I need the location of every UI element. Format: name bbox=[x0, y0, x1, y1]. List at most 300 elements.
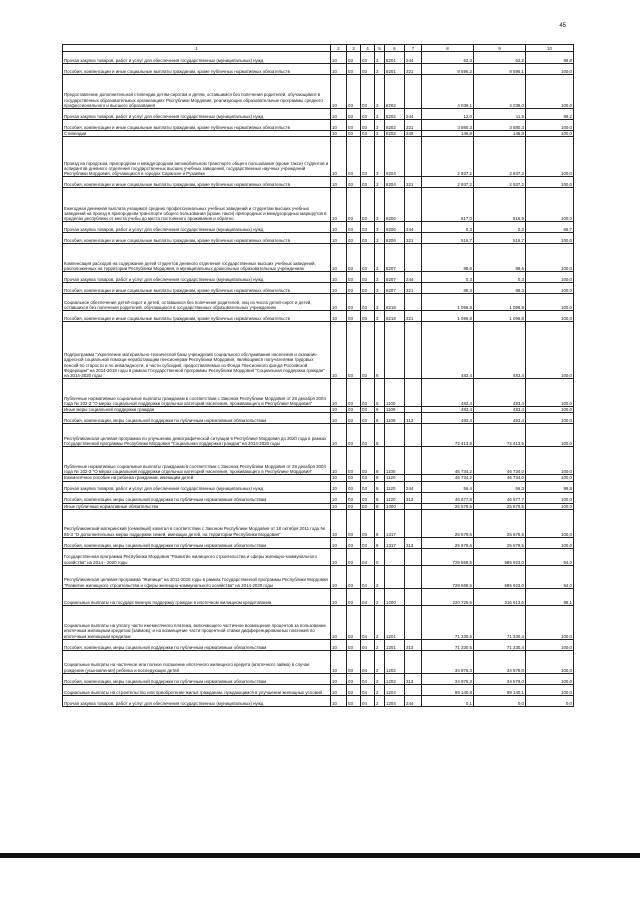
col-7-value: 313 bbox=[405, 492, 422, 503]
col-10-value: 100,0 bbox=[526, 131, 574, 137]
col-7-value bbox=[405, 548, 422, 565]
column-header: 5 bbox=[375, 45, 385, 52]
col-5-value: 2 bbox=[375, 565, 385, 588]
col-5-value: 8 bbox=[375, 481, 385, 492]
col-10-value: 100,0 bbox=[526, 509, 574, 537]
col-7-value: 313 bbox=[405, 673, 422, 684]
col-3-value: 03 bbox=[347, 64, 361, 75]
table-row bbox=[63, 283, 574, 294]
col-10-value: 100,0 bbox=[526, 684, 574, 695]
col-9-value: 483,4 bbox=[474, 322, 526, 379]
col-4-value: 03 bbox=[361, 322, 375, 379]
col-3-value: 03 bbox=[347, 639, 361, 650]
col-3-value: 03 bbox=[347, 322, 361, 379]
col-5-value: 3 bbox=[375, 109, 385, 120]
col-4-value: 03 bbox=[361, 120, 375, 131]
col-8-value: 0,1 bbox=[422, 695, 474, 706]
col-5-value: 2 bbox=[375, 605, 385, 639]
col-5-value: 3 bbox=[375, 222, 385, 233]
row-description: Пособия, компенсации, меры социальной поддержки по публичным нормативным обязательствам bbox=[63, 673, 331, 684]
row-description: Прочая закупка товаров, работ и услуг для обеспечения государственных (муниципальных) нужд bbox=[63, 481, 331, 492]
col-3-value: 03 bbox=[347, 565, 361, 588]
col-6-value: 8218 bbox=[385, 311, 405, 322]
row-description: Республиканский материнский (семейный) капитал в соответствии с Законом Республики Мордовия от 18 октября 2011 года № 65-З "О дополнительных мерах поддержки семей, имеющих детей, на территории Республики Мордовия" bbox=[63, 509, 331, 537]
col-8-value: 71 330,5 bbox=[422, 605, 474, 639]
col-10-value: 0,0 bbox=[526, 695, 574, 706]
col-7-value: 321 bbox=[405, 283, 422, 294]
col-3-value: 03 bbox=[347, 188, 361, 222]
col-9-value: 685 923,0 bbox=[474, 565, 526, 588]
col-9-value: 25 679,5 bbox=[474, 509, 526, 537]
col-9-value: 0,3 bbox=[474, 272, 526, 283]
table-row bbox=[63, 684, 574, 695]
row-description: Пособия, компенсации и иные социальные выплаты гражданам, кроме публичных нормативных обязательств bbox=[63, 283, 331, 294]
table-row bbox=[63, 639, 574, 650]
row-description: Социальные выплаты на государственную поддержку граждан в ипотечном жилищном кредитовании bbox=[63, 588, 331, 605]
col-4-value: 03 bbox=[361, 244, 375, 272]
table-row bbox=[63, 188, 574, 222]
col-2-value: 10 bbox=[331, 447, 347, 475]
col-5-value: 0 bbox=[375, 548, 385, 565]
table-row bbox=[63, 509, 574, 537]
col-8-value: 1 096,8 bbox=[422, 311, 474, 322]
header-row bbox=[63, 45, 574, 52]
col-7-value bbox=[405, 509, 422, 537]
col-9-value: 11,9 bbox=[474, 109, 526, 120]
column-header: 8 bbox=[422, 45, 474, 52]
table-row bbox=[63, 447, 574, 475]
col-3-value: 03 bbox=[347, 509, 361, 537]
col-2-value: 10 bbox=[331, 413, 347, 424]
col-2-value: 10 bbox=[331, 695, 347, 706]
col-5-value: 8 bbox=[375, 447, 385, 475]
col-3-value: 03 bbox=[347, 52, 361, 64]
col-6-value: 1120 bbox=[385, 475, 405, 481]
col-8-value: 46 677,8 bbox=[422, 492, 474, 503]
col-8-value: 2 937,2 bbox=[422, 177, 474, 188]
table-row bbox=[63, 565, 574, 588]
col-7-value: 321 bbox=[405, 64, 422, 75]
col-2-value: 10 bbox=[331, 294, 347, 311]
table-row bbox=[63, 137, 574, 177]
col-10-value: 100,0 bbox=[526, 605, 574, 639]
col-3-value: 03 bbox=[347, 413, 361, 424]
col-8-value: 729 569,5 bbox=[422, 565, 474, 588]
row-description: Социальные выплаты на уплату части ежемесячного платежа, включающего частичное возмещение процентов за пользование ипотечным жилищным кредитом (займом), и на возмещение части процентной ставки дифференцированных платежей по ипотечным жилищным кредитам bbox=[63, 605, 331, 639]
col-3-value: 03 bbox=[347, 379, 361, 407]
col-3-value: 03 bbox=[347, 244, 361, 272]
row-description: Публичные нормативные социальные выплаты гражданам в соответствии с Законом Республики Мордовия от 28 декабря 2004 года № 102-З "О мерах социальной поддержки отдельных категорий населения, проживающего в Республике Мордовия" bbox=[63, 447, 331, 475]
col-4-value: 03 bbox=[361, 424, 375, 447]
col-5-value: 6 bbox=[375, 322, 385, 379]
col-9-value: 483,4 bbox=[474, 407, 526, 413]
col-4-value: 04 bbox=[361, 684, 375, 695]
col-9-value: 89 140,1 bbox=[474, 684, 526, 695]
col-8-value: 88,6 bbox=[422, 244, 474, 272]
col-8-value: 46 734,2 bbox=[422, 475, 474, 481]
col-6-value bbox=[385, 548, 405, 565]
col-3-value: 03 bbox=[347, 75, 361, 109]
row-description: Ежемесячное пособие на ребенка гражданам, имеющим детей bbox=[63, 475, 331, 481]
col-8-value: 2 937,2 bbox=[422, 137, 474, 177]
col-9-value: 62,2 bbox=[474, 52, 526, 64]
col-4-value: 03 bbox=[361, 283, 375, 294]
col-7-value bbox=[405, 650, 422, 673]
col-10-value: 100,0 bbox=[526, 64, 574, 75]
col-8-value: 3 880,3 bbox=[422, 120, 474, 131]
col-9-value: 88,6 bbox=[474, 244, 526, 272]
col-6-value: 1109 bbox=[385, 407, 405, 413]
col-9-value: 4 039,0 bbox=[474, 75, 526, 109]
col-5-value: 3 bbox=[375, 311, 385, 322]
col-7-value bbox=[405, 605, 422, 639]
col-6-value: 8206 bbox=[385, 188, 405, 222]
col-10-value: 100,0 bbox=[526, 272, 574, 283]
col-10-value: 99,2 bbox=[526, 109, 574, 120]
col-8-value: 25 679,6 bbox=[422, 537, 474, 548]
col-4-value: 03 bbox=[361, 503, 375, 509]
col-10-value: 98,1 bbox=[526, 588, 574, 605]
col-2-value: 10 bbox=[331, 475, 347, 481]
table-row bbox=[63, 222, 574, 233]
col-9-value: 46 734,0 bbox=[474, 447, 526, 475]
col-8-value: 88,3 bbox=[422, 283, 474, 294]
col-7-value bbox=[405, 244, 422, 272]
table-row bbox=[63, 492, 574, 503]
col-4-value: 04 bbox=[361, 605, 375, 639]
row-description: Ежегодная денежная выплата учащимся средних профессиональных учебных заведений и студентам высших учебных заведений на проезд в пригородном транспорте общего пользования (кроме такси) пригородных и междугородных маршрутов в пределах республики от места учебы до места постоянного проживания и обратно bbox=[63, 188, 331, 222]
col-2-value: 10 bbox=[331, 52, 347, 64]
col-6-value: 8206 bbox=[385, 222, 405, 233]
col-5-value: 8 bbox=[375, 492, 385, 503]
col-5-value: 3 bbox=[375, 131, 385, 137]
col-2-value: 10 bbox=[331, 424, 347, 447]
col-9-value: 56,3 bbox=[474, 481, 526, 492]
col-7-value: 340 bbox=[405, 131, 422, 137]
col-7-value: 244 bbox=[405, 222, 422, 233]
col-2-value: 10 bbox=[331, 188, 347, 222]
budget-table bbox=[62, 44, 574, 707]
col-10-value: 100,0 bbox=[526, 137, 574, 177]
row-description: Государственная программа Республики Мордовия "Развитие жилищного строительства и сферы жилищно-коммунального хозяйства" на 2014 - 2020 годы bbox=[63, 548, 331, 565]
col-6-value: 1204 bbox=[385, 684, 405, 695]
col-3-value: 03 bbox=[347, 233, 361, 244]
col-3-value: 03 bbox=[347, 109, 361, 120]
col-9-value: 88,3 bbox=[474, 283, 526, 294]
col-3-value: 03 bbox=[347, 120, 361, 131]
col-10-value: 100,0 bbox=[526, 177, 574, 188]
col-9-value: 2 937,2 bbox=[474, 177, 526, 188]
col-4-value: 03 bbox=[361, 413, 375, 424]
col-2-value: 10 bbox=[331, 322, 347, 379]
col-5-value: 2 bbox=[375, 650, 385, 673]
col-6-value: 1200 bbox=[385, 588, 405, 605]
col-6-value: 1202 bbox=[385, 673, 405, 684]
col-7-value: 244 bbox=[405, 109, 422, 120]
col-5-value: 2 bbox=[375, 639, 385, 650]
col-5-value: 8 bbox=[375, 537, 385, 548]
col-3-value: 03 bbox=[347, 588, 361, 605]
col-2-value: 10 bbox=[331, 537, 347, 548]
col-7-value bbox=[405, 137, 422, 177]
col-4-value: 04 bbox=[361, 548, 375, 565]
col-8-value: 46 734,2 bbox=[422, 447, 474, 475]
col-8-value: 12,0 bbox=[422, 109, 474, 120]
col-7-value: 313 bbox=[405, 537, 422, 548]
col-4-value: 04 bbox=[361, 565, 375, 588]
col-8-value: 729 569,5 bbox=[422, 548, 474, 565]
col-8-value: 483,4 bbox=[422, 413, 474, 424]
col-6-value: 1120 bbox=[385, 481, 405, 492]
col-2-value: 10 bbox=[331, 481, 347, 492]
col-6-value: 1201 bbox=[385, 605, 405, 639]
row-description: Социальные выплаты на строительство или приобретение жилья гражданам, нуждающимся в улучшении жилищных условий bbox=[63, 684, 331, 695]
row-description: Социальное обеспечение детей-сирот и детей, оставшихся без попечения родителей, лиц из числа детей-сирот и детей, оставшихся без попечения родителей, обучающихся в государственных образовательных учреждениях bbox=[63, 294, 331, 311]
row-description: Прочая закупка товаров, работ и услуг для обеспечения государственных (муниципальных) нужд bbox=[63, 222, 331, 233]
col-3-value: 03 bbox=[347, 407, 361, 413]
col-4-value: 03 bbox=[361, 188, 375, 222]
col-4-value: 03 bbox=[361, 537, 375, 548]
col-5-value: 3 bbox=[375, 120, 385, 131]
col-9-value: 46 677,7 bbox=[474, 492, 526, 503]
table-row bbox=[63, 75, 574, 109]
table-row bbox=[63, 548, 574, 565]
col-6-value: 8204 bbox=[385, 137, 405, 177]
table-row bbox=[63, 64, 574, 75]
col-8-value: 89 140,8 bbox=[422, 684, 474, 695]
col-4-value: 03 bbox=[361, 475, 375, 481]
col-2-value: 10 bbox=[331, 75, 347, 109]
col-7-value: 321 bbox=[405, 233, 422, 244]
col-3-value: 03 bbox=[347, 177, 361, 188]
col-4-value: 03 bbox=[361, 109, 375, 120]
row-description: Пособия, компенсации и иные социальные выплаты гражданам, кроме публичных нормативных обязательств bbox=[63, 177, 331, 188]
col-8-value: 483,4 bbox=[422, 407, 474, 413]
col-9-value: 516,9 bbox=[474, 188, 526, 222]
col-5-value: 8 bbox=[375, 509, 385, 537]
col-4-value: 04 bbox=[361, 673, 375, 684]
col-5-value: 6 bbox=[375, 407, 385, 413]
col-7-value bbox=[405, 447, 422, 475]
col-6-value: 8207 bbox=[385, 283, 405, 294]
col-6-value: 1317 bbox=[385, 509, 405, 537]
col-4-value: 03 bbox=[361, 407, 375, 413]
col-7-value bbox=[405, 379, 422, 407]
col-5-value: 2 bbox=[375, 588, 385, 605]
col-6-value: 1201 bbox=[385, 639, 405, 650]
col-10-value: 99,8 bbox=[526, 52, 574, 64]
col-8-value: 517,0 bbox=[422, 188, 474, 222]
col-5-value: 3 bbox=[375, 64, 385, 75]
col-5-value: 3 bbox=[375, 272, 385, 283]
col-7-value: 244 bbox=[405, 695, 422, 706]
col-4-value: 03 bbox=[361, 52, 375, 64]
col-9-value: 72 413,5 bbox=[474, 424, 526, 447]
row-description: Пособия, компенсации и иные социальные выплаты гражданам, кроме публичных нормативных обязательств bbox=[63, 64, 331, 75]
col-3-value: 03 bbox=[347, 131, 361, 137]
col-2-value: 10 bbox=[331, 222, 347, 233]
col-5-value: 2 bbox=[375, 695, 385, 706]
row-description: Пособия, компенсации, меры социальной поддержки по публичным нормативным обязательствам bbox=[63, 492, 331, 503]
col-2-value: 10 bbox=[331, 509, 347, 537]
col-6-value: 1120 bbox=[385, 492, 405, 503]
column-header: 7 bbox=[405, 45, 422, 52]
budget-table-body bbox=[63, 52, 574, 707]
col-8-value: 483,4 bbox=[422, 322, 474, 379]
col-4-value: 03 bbox=[361, 137, 375, 177]
col-8-value: 220 725,6 bbox=[422, 588, 474, 605]
row-description: Пособия, компенсации, меры социальной поддержки по публичным нормативным обязательствам bbox=[63, 537, 331, 548]
col-6-value: 1100 bbox=[385, 447, 405, 475]
col-6-value bbox=[385, 322, 405, 379]
col-10-value: 100,0 bbox=[526, 283, 574, 294]
col-7-value: 244 bbox=[405, 272, 422, 283]
col-3-value: 03 bbox=[347, 294, 361, 311]
col-2-value: 10 bbox=[331, 379, 347, 407]
col-2-value: 10 bbox=[331, 177, 347, 188]
table-row bbox=[63, 311, 574, 322]
col-5-value: 3 bbox=[375, 188, 385, 222]
col-10-value: 100,0 bbox=[526, 413, 574, 424]
col-8-value: 34 876,3 bbox=[422, 650, 474, 673]
col-7-value bbox=[405, 424, 422, 447]
table-row bbox=[63, 294, 574, 311]
col-4-value: 04 bbox=[361, 695, 375, 706]
col-6-value: 1109 bbox=[385, 413, 405, 424]
col-6-value: 1317 bbox=[385, 537, 405, 548]
table-row bbox=[63, 272, 574, 283]
col-8-value: 56,4 bbox=[422, 481, 474, 492]
col-2-value: 10 bbox=[331, 565, 347, 588]
col-3-value: 03 bbox=[347, 673, 361, 684]
col-8-value: 72 413,8 bbox=[422, 424, 474, 447]
col-4-value: 03 bbox=[361, 75, 375, 109]
table-row bbox=[63, 695, 574, 706]
col-7-value: 313 bbox=[405, 413, 422, 424]
column-header: 9 bbox=[474, 45, 526, 52]
row-description: Иные меры социальной поддержки граждан bbox=[63, 407, 331, 413]
column-header: 2 bbox=[331, 45, 347, 52]
col-8-value: 146,8 bbox=[422, 131, 474, 137]
col-9-value: 2 937,2 bbox=[474, 137, 526, 177]
table-row bbox=[63, 588, 574, 605]
col-10-value: 100,0 bbox=[526, 294, 574, 311]
page-bottom-border bbox=[0, 853, 640, 858]
col-3-value: 03 bbox=[347, 424, 361, 447]
col-2-value: 10 bbox=[331, 407, 347, 413]
col-6-value: 8202 bbox=[385, 109, 405, 120]
row-description: Прочая закупка товаров, работ и услуг для обеспечения государственных (муниципальных) нужд bbox=[63, 272, 331, 283]
col-3-value: 03 bbox=[347, 650, 361, 673]
col-8-value: 0,3 bbox=[422, 272, 474, 283]
table-row bbox=[63, 413, 574, 424]
col-8-value: 516,7 bbox=[422, 233, 474, 244]
col-6-value: 8206 bbox=[385, 233, 405, 244]
col-3-value: 03 bbox=[347, 481, 361, 492]
table-row bbox=[63, 673, 574, 684]
col-2-value: 10 bbox=[331, 131, 347, 137]
row-description: Прочая закупка товаров, работ и услуг для обеспечения государственных (муниципальных) нужд bbox=[63, 52, 331, 64]
row-description: Пособия, компенсации, меры социальной поддержки по публичным нормативным обязательствам bbox=[63, 639, 331, 650]
col-10-value: 94,0 bbox=[526, 565, 574, 588]
table-row bbox=[63, 52, 574, 64]
col-10-value: 100,0 bbox=[526, 322, 574, 379]
col-9-value: 25 679,5 bbox=[474, 503, 526, 509]
row-description: Компенсация расходов на содержание детей студентов дневного отделения государственных высших учебных заведений, расположенных на территории Республики Мордовия, в муниципальных дошкольных образовательных учреждениях bbox=[63, 244, 331, 272]
table-row bbox=[63, 109, 574, 120]
col-5-value: 2 bbox=[375, 684, 385, 695]
column-header: 10 bbox=[526, 45, 574, 52]
col-8-value: 1 096,8 bbox=[422, 294, 474, 311]
col-7-value bbox=[405, 294, 422, 311]
col-5-value: 3 bbox=[375, 177, 385, 188]
col-8-value: 4 039,1 bbox=[422, 75, 474, 109]
col-9-value: 483,4 bbox=[474, 379, 526, 407]
col-10-value: 100,0 bbox=[526, 75, 574, 109]
col-4-value: 04 bbox=[361, 650, 375, 673]
col-2-value: 10 bbox=[331, 109, 347, 120]
col-6-value: 8201 bbox=[385, 64, 405, 75]
col-4-value: 03 bbox=[361, 492, 375, 503]
col-2-value: 10 bbox=[331, 244, 347, 272]
col-9-value: 25 679,5 bbox=[474, 537, 526, 548]
col-7-value: 321 bbox=[405, 120, 422, 131]
col-8-value: 25 679,6 bbox=[422, 509, 474, 537]
row-description: Проезд на городском, пригородном и междугородном автомобильном транспорте общего пользования (кроме такси) студентов и аспирантов дневного отделения государственных высших учебных заведений, государственных научных учреждений Республики Мордовия, обучающихся в городах Саранске и Рузаевке bbox=[63, 137, 331, 177]
col-8-value: 483,4 bbox=[422, 379, 474, 407]
col-6-value: 1202 bbox=[385, 650, 405, 673]
col-10-value: 100,0 bbox=[526, 424, 574, 447]
table-row bbox=[63, 177, 574, 188]
col-4-value: 03 bbox=[361, 272, 375, 283]
col-2-value: 10 bbox=[331, 233, 347, 244]
row-description: Прочая закупка товаров, работ и услуг для обеспечения государственных (муниципальных) нужд bbox=[63, 695, 331, 706]
col-6-value: 1204 bbox=[385, 695, 405, 706]
table-row bbox=[63, 233, 574, 244]
col-6-value: 8202 bbox=[385, 75, 405, 109]
col-3-value: 03 bbox=[347, 222, 361, 233]
col-4-value: 03 bbox=[361, 222, 375, 233]
col-8-value: 34 876,3 bbox=[422, 673, 474, 684]
col-7-value: 321 bbox=[405, 311, 422, 322]
col-4-value: 04 bbox=[361, 639, 375, 650]
col-3-value: 03 bbox=[347, 475, 361, 481]
col-2-value: 10 bbox=[331, 120, 347, 131]
col-10-value: 100,0 bbox=[526, 650, 574, 673]
table-row bbox=[63, 650, 574, 673]
col-7-value: 244 bbox=[405, 52, 422, 64]
col-10-value: 100,0 bbox=[526, 233, 574, 244]
col-9-value: 0,2 bbox=[474, 222, 526, 233]
col-8-value: 25 679,6 bbox=[422, 503, 474, 509]
column-header: 3 bbox=[347, 45, 361, 52]
col-6-value bbox=[385, 424, 405, 447]
column-header: 6 bbox=[385, 45, 405, 52]
col-6-value: 8204 bbox=[385, 177, 405, 188]
col-10-value: 100,0 bbox=[526, 673, 574, 684]
col-4-value: 03 bbox=[361, 294, 375, 311]
col-4-value: 03 bbox=[361, 177, 375, 188]
col-9-value: 1 096,8 bbox=[474, 311, 526, 322]
col-5-value: 3 bbox=[375, 52, 385, 64]
row-description: Пособия, компенсации, меры социальной поддержки по публичным нормативным обязательствам bbox=[63, 413, 331, 424]
col-4-value: 03 bbox=[361, 64, 375, 75]
row-description: Социальные выплаты на частичное или полное погашение ипотечного жилищного кредита (ипотечного займа) в случае рождения (усыновления) ребенка и последующих детей bbox=[63, 650, 331, 673]
col-3-value: 03 bbox=[347, 137, 361, 177]
col-5-value: 8 bbox=[375, 475, 385, 481]
col-3-value: 03 bbox=[347, 537, 361, 548]
row-description: Пособия, компенсации и иные социальные выплаты гражданам, кроме публичных нормативных обязательств bbox=[63, 120, 331, 131]
